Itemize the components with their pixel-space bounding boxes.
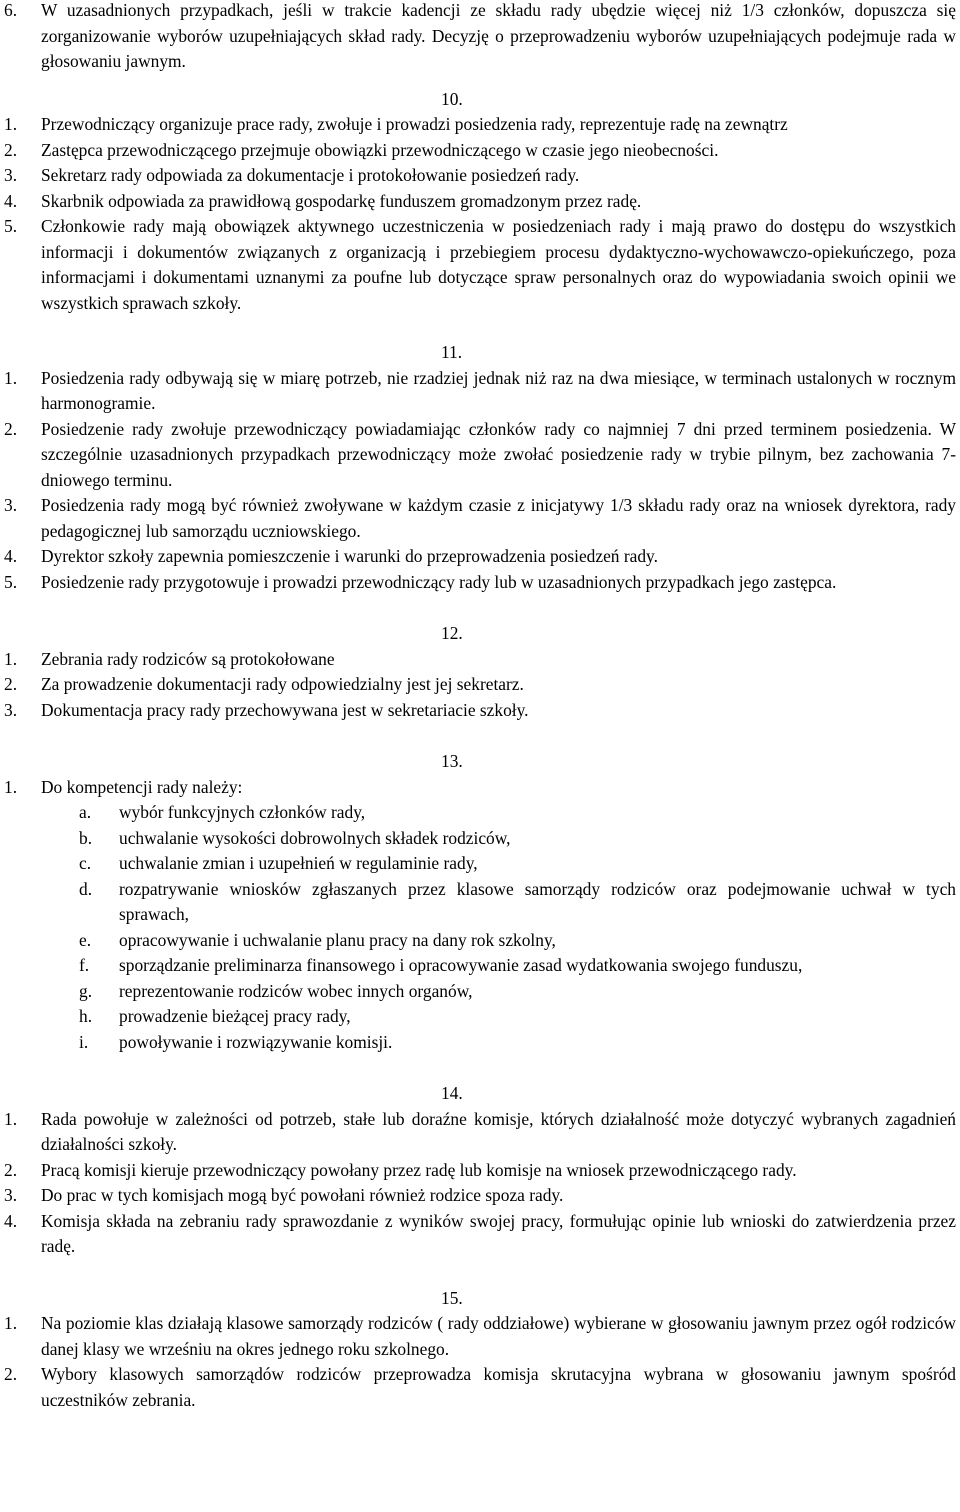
section-heading: 12. — [441, 623, 463, 643]
subitem-text: uchwalanie zmian i uzupełnień w regulaminie rady, — [119, 853, 478, 873]
list-item — [0, 1311, 960, 1362]
item-text: Za prowadzenie dokumentacji rady odpowiedzialny jest jej sekretarz. — [41, 674, 524, 694]
subitem-letter: h. — [79, 1006, 93, 1026]
list-item — [0, 698, 960, 724]
list-item — [0, 1107, 960, 1158]
item-text: Sekretarz rady odpowiada za dokumentacje i protokołowanie posiedzeń rady. — [41, 165, 580, 185]
item-number: 1. — [4, 367, 18, 388]
item-number: 2. — [4, 139, 18, 160]
list-item — [0, 417, 960, 494]
subitem-letter: c. — [79, 853, 92, 873]
item-number: 1. — [4, 776, 18, 797]
item-text: Dokumentacja pracy rady przechowywana jest w sekretariacie szkoły. — [41, 699, 529, 720]
subitem-text: prowadzenie bieżącej pracy rady, — [119, 1006, 351, 1026]
subitem-text: opracowywanie i uchwalanie planu pracy na dany rok szkolny, — [119, 929, 556, 950]
list-item — [0, 189, 960, 215]
item-text: Do prac w tych komisjach mogą być powołani również rodzice spoza rady. — [41, 1185, 564, 1205]
list-item — [0, 366, 960, 417]
sub-list-item — [0, 1004, 960, 1030]
subitem-text: powoływanie i rozwiązywanie komisji. — [119, 1031, 393, 1052]
item-number: 4. — [4, 546, 18, 566]
item-text: Zastępca przewodniczącego przejmuje obowiązki przewodniczącego w czasie jego nieobecności. — [41, 139, 719, 160]
subitem-text: sporządzanie preliminarza finansowego i opracowywanie zasad wydatkowania swojego funduszu, — [119, 955, 803, 975]
subitem-text: rozpatrywanie wniosków zgłaszanych przez klasowe samorządy rodziców oraz podejmowanie uchwał w tych sprawach, — [119, 878, 956, 924]
item-number: 3. — [4, 699, 18, 720]
item-number: 2. — [4, 1159, 18, 1180]
section-heading: 14. — [441, 1083, 463, 1103]
item-number: 1. — [4, 648, 18, 669]
item-text: Dyrektor szkoły zapewnia pomieszczenie i warunki do przeprowadzenia posiedzeń rady. — [41, 546, 658, 566]
item-text: Na poziomie klas działają klasowe samorządy rodziców ( rady oddziałowe) wybierane w głosowaniu jawnym przez ogół rodziców danej klasy we wrześniu na okres jednego roku szkolnego. — [41, 1313, 956, 1359]
item-number: 4. — [4, 1210, 18, 1231]
subitem-text: reprezentowanie rodziców wobec innych organów, — [119, 980, 473, 1001]
item-number: 5. — [4, 216, 18, 236]
list-item — [0, 1209, 960, 1260]
list-item — [0, 112, 960, 138]
item-text: Przewodniczący organizuje prace rady, zwołuje i prowadzi posiedzenia rady, reprezentuje radę na zewnątrz — [41, 114, 788, 134]
item-text: Wybory klasowych samorządów rodziców przeprowadza komisja skrutacyjna wybrana w głosowaniu jawnym spośród uczestników zebrania. — [41, 1364, 956, 1410]
list-item — [0, 775, 960, 801]
item-text: Komisja składa na zebraniu rady sprawozdanie z wyników swojej pracy, formułując opinie lub wnioski do zatwierdzenia przez radę. — [41, 1210, 956, 1256]
list-item — [0, 214, 960, 316]
item-text: Posiedzenie rady zwołuje przewodniczący powiadamiając członków rady co najmniej 7 dni przed terminem posiedzenia. W szczególnie uzasadnionych przypadkach przewodniczący może zwołać posiedzenie rady w trybie pilnym, bez zachowania 7-dniowego terminu. — [41, 418, 956, 490]
list-item — [0, 1158, 960, 1184]
section-heading: 11. — [441, 342, 463, 362]
section-heading: 13. — [441, 751, 463, 771]
sub-list-item — [0, 979, 960, 1005]
item-text: Posiedzenia rady mogą być również zwoływane w każdym czasie z inicjatywy 1/3 składu rady oraz na wniosek dyrektora, rady pedagogicznej lub samorządu uczniowskiego. — [41, 495, 956, 541]
item-text: Do kompetencji rady należy: — [41, 776, 243, 797]
sub-list-item — [0, 877, 960, 928]
item-text: Posiedzenia rady odbywają się w miarę potrzeb, nie rzadziej jednak niż raz na dwa miesiące, w terminach ustalonych w rocznym harmonogramie. — [41, 367, 956, 413]
subitem-text: uchwalanie wysokości dobrowolnych składek rodziców, — [119, 827, 511, 848]
list-item — [0, 544, 960, 570]
item-number: 2. — [4, 1364, 18, 1384]
item-number: 1. — [4, 1108, 18, 1129]
sub-list-item — [0, 800, 960, 826]
item-number: 3. — [4, 165, 18, 185]
list-item — [0, 163, 960, 189]
item-text: Członkowie rady mają obowiązek aktywnego uczestniczenia w posiedzeniach rady i mają prawo do dostępu do wszystkich informacji i dokumentów związanych z organizacją i przebiegiem procesu dydaktyczno-wychowawczo-opiekuńczego, poza informacjami i dokumentami uznanymi za poufne lub dotyczące spraw personalnych oraz do wypowiadania swoich opinii we wszystkich sprawach szkoły. — [41, 216, 956, 313]
subitem-letter: a. — [79, 802, 92, 822]
sub-list-item — [0, 928, 960, 954]
subitem-letter: b. — [79, 827, 93, 848]
sub-list-item — [0, 851, 960, 877]
item-number: 4. — [4, 190, 18, 211]
list-item — [0, 1183, 960, 1209]
subitem-letter: i. — [79, 1031, 89, 1052]
item-number: 1. — [4, 1313, 18, 1333]
subitem-letter: e. — [79, 929, 92, 950]
item-text: Rada powołuje w zależności od potrzeb, stałe lub doraźne komisje, których działalność może dotyczyć wybranych zagadnień działalności szkoły. — [41, 1108, 956, 1154]
sub-list-item — [0, 953, 960, 979]
list-item — [0, 672, 960, 698]
item-text: Zebrania rady rodziców są protokołowane — [41, 648, 335, 669]
list-item — [0, 0, 960, 75]
list-item — [0, 138, 960, 164]
list-item — [0, 647, 960, 673]
item-text: Posiedzenie rady przygotowuje i prowadzi przewodniczący rady lub w uzasadnionych przypadkach jego zastępca. — [41, 571, 837, 592]
subitem-letter: d. — [79, 878, 93, 899]
item-number: 2. — [4, 418, 18, 439]
subitem-letter: g. — [79, 980, 93, 1001]
list-item — [0, 570, 960, 596]
sub-list-item — [0, 826, 960, 852]
item-number: 2. — [4, 674, 18, 694]
item-number: 3. — [4, 495, 18, 515]
section-heading: 10. — [441, 88, 463, 109]
item-text: Pracą komisji kieruje przewodniczący powołany przez radę lub komisje na wniosek przewodniczącego rady. — [41, 1159, 797, 1180]
list-item — [0, 493, 960, 544]
section-heading: 15. — [441, 1287, 463, 1308]
item-text: Skarbnik odpowiada za prawidłową gospodarkę funduszem gromadzonym przez radę. — [41, 190, 642, 211]
list-item — [0, 1362, 960, 1413]
subitem-text: wybór funkcyjnych członków rady, — [119, 802, 366, 822]
item-number: 5. — [4, 571, 18, 592]
item-number: 6. — [4, 0, 18, 20]
subitem-letter: f. — [79, 955, 90, 975]
sub-list-item — [0, 1030, 960, 1056]
item-number: 3. — [4, 1185, 18, 1205]
item-text: W uzasadnionych przypadkach, jeśli w trakcie kadencji ze składu rady ubędzie więcej niż 1/3 członków, dopuszcza się zorganizowanie wyborów uzupełniających skład rady. Decyzję o przeprowadzeniu wyborów uzupełniających podejmuje rada w głosowaniu jawnym. — [41, 0, 956, 71]
item-number: 1. — [4, 114, 18, 134]
